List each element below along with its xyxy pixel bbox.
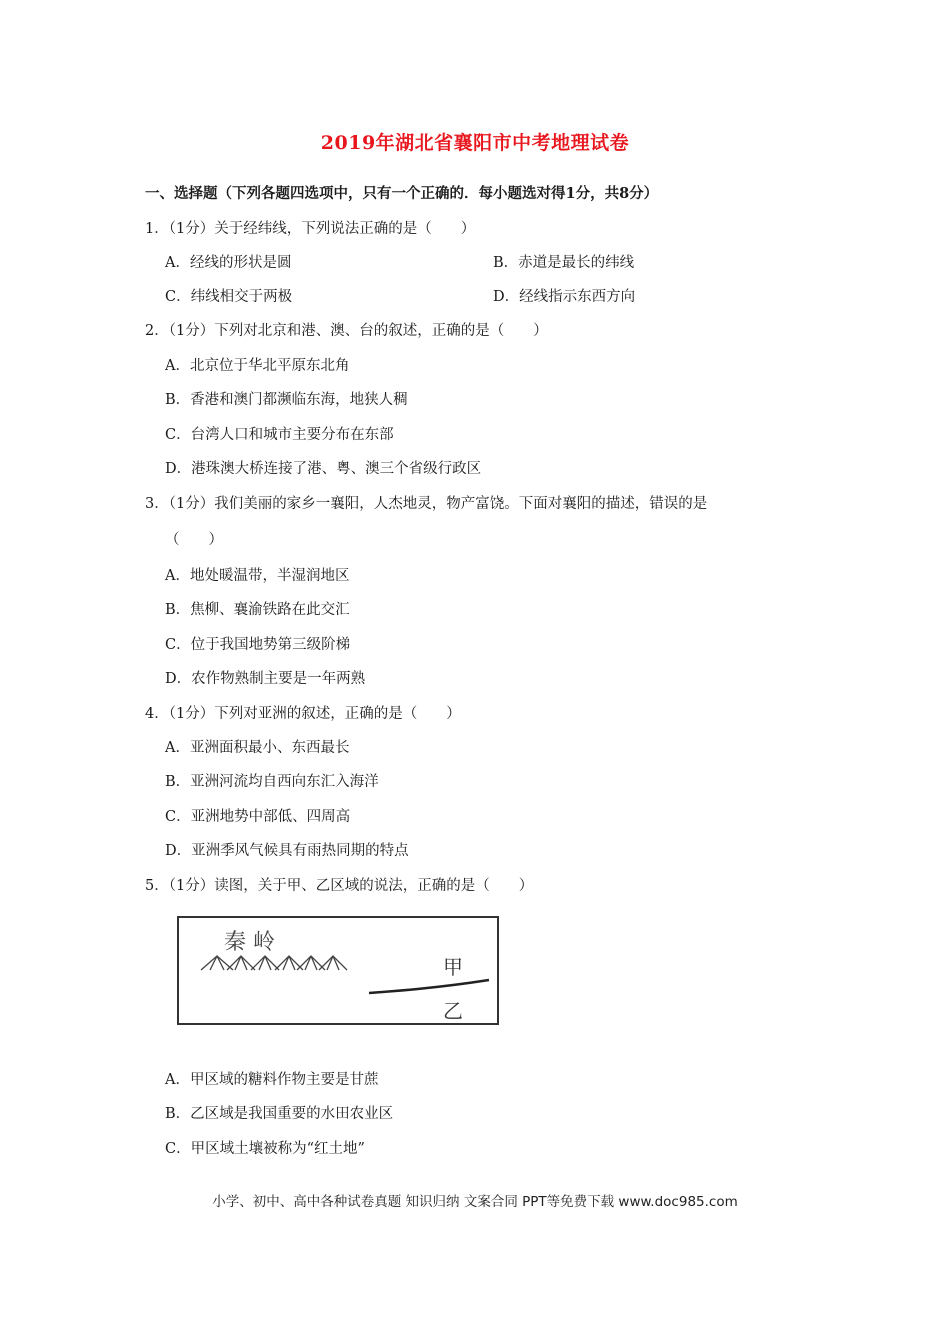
question-4-option-d: D．亚洲季风气候具有雨热同期的特点 [165,843,409,859]
question-4-option-a: A．亚洲面积最小、东西最长 [165,740,350,756]
question-3-option-d: D．农作物熟制主要是一年两熟 [165,671,366,687]
region-jia-label: 甲 [443,955,463,979]
question-5-option-b: B．乙区域是我国重要的水田农业区 [165,1106,394,1122]
exam-title: 2019年湖北省襄阳市中考地理试卷 [320,132,630,154]
question-2-option-b: B．香港和澳门都濒临东海，地狭人稠 [165,392,408,408]
question-3-stem-continued: （ ） [165,532,223,548]
question-1-option-c: C．纬线相交于两极 [165,289,293,305]
question-1-option-d: D．经线指示东西方向 [493,289,636,305]
section-heading: 一、选择题（下列各题四选项中，只有一个正确的．每小题选对得1分，共8分） [145,185,659,202]
question-4-option-c: C．亚洲地势中部低、四周高 [165,809,351,825]
question-3-option-a: A．地处暖温带，半湿润地区 [165,568,350,584]
mountain-label: 秦 岭 [224,930,275,955]
question-5-option-c: C．甲区域土壤被称为“红土地” [165,1141,365,1157]
question-3-option-c: C．位于我国地势第三级阶梯 [165,637,351,653]
page-footer: 小学、初中、高中各种试卷真题 知识归纳 文案合同 PPT等免费下载 www.doc985.com [212,1194,738,1210]
question-2-option-d: D．港珠澳大桥连接了港、粤、澳三个省级行政区 [165,461,482,477]
question-4-option-b: B．亚洲河流均自西向东汇入海洋 [165,774,379,790]
question-2-stem: 2．（1分）下列对北京和港、澳、台的叙述，正确的是（ ） [145,323,548,339]
question-2-option-c: C．台湾人口和城市主要分布在东部 [165,427,394,443]
question-1-option-a: A．经线的形状是圆 [165,255,292,271]
question-4-stem: 4．（1分）下列对亚洲的叙述，正确的是（ ） [145,706,461,722]
question-1-stem: 1．（1分）关于经纬线，下列说法正确的是（ ） [145,221,476,237]
question-3-stem: 3．（1分）我们美丽的家乡一襄阳，人杰地灵，物产富饶。下面对襄阳的描述，错误的是 [145,496,708,512]
region-yi-label: 乙 [443,999,463,1023]
question-5-stem: 5．（1分）读图，关于甲、乙区域的说法，正确的是（ ） [145,878,534,894]
question-1-option-b: B．赤道是最长的纬线 [493,255,635,271]
question-5-option-a: A．甲区域的糖料作物主要是甘蔗 [165,1072,379,1088]
question-3-option-b: B．焦柳、襄渝铁路在此交汇 [165,602,350,618]
qinling-map-figure [177,916,499,1025]
question-2-option-a: A．北京位于华北平原东北角 [165,358,350,374]
